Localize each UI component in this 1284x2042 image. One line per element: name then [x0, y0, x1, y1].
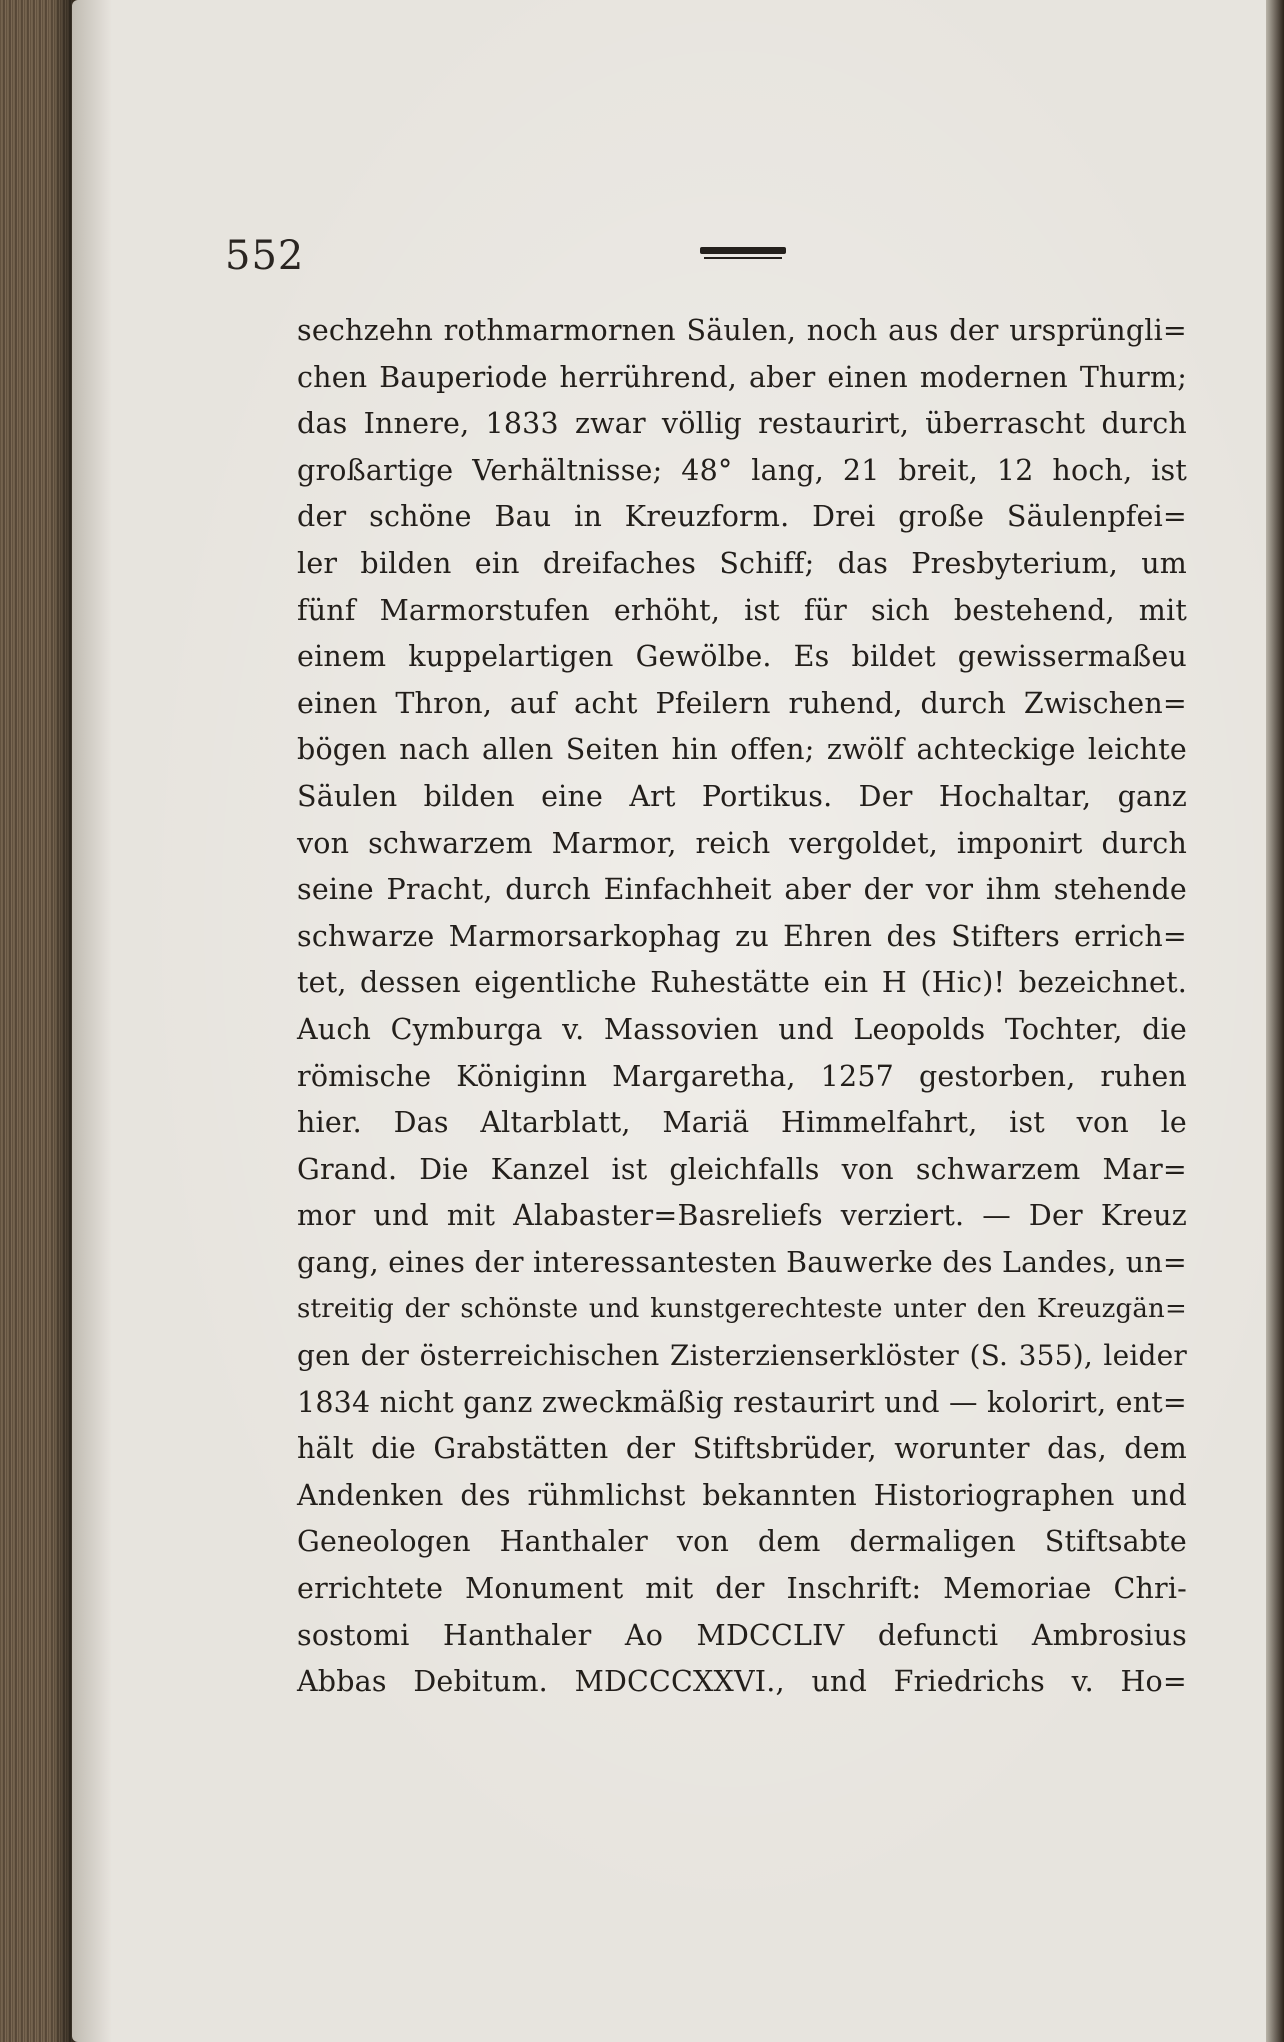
text-line: schwarze Marmorsarkophag zu Ehren des Stifters errich= [297, 919, 1187, 953]
header-rule-ornament [700, 247, 786, 261]
text-line: einem kuppelartigen Gewölbe. Es bildet gewissermaßeu [297, 640, 1187, 674]
text-line: mor und mit Alabaster=Basreliefs verziert. — Der Kreuz [297, 1199, 1187, 1233]
body-text [297, 308, 1187, 1706]
text-line: sechzehn rothmarmornen Säulen, noch aus der ursprüngli= [297, 314, 1187, 347]
text-line: von schwarzem Marmor, reich vergoldet, imponirt durch [297, 826, 1187, 860]
text-line: bögen nach allen Seiten hin offen; zwölf achteckige leichte [297, 733, 1187, 767]
text-line: einen Thron, auf acht Pfeilern ruhend, durch Zwischen= [297, 686, 1187, 720]
text-line: tet, dessen eigentliche Ruhestätte ein H (Hic)! bezeichnet. [297, 966, 1187, 1000]
text-line: hält die Grabstätten der Stiftsbrüder, worunter das, dem [297, 1432, 1187, 1466]
text-line: römische Königinn Margaretha, 1257 gestorben, ruhen [297, 1059, 1187, 1093]
text-line: chen Bauperiode herrührend, aber einen modernen Thurm; [297, 360, 1187, 394]
text-line: Grand. Die Kanzel ist gleichfalls von schwarzem Mar= [297, 1152, 1187, 1186]
text-line: Auch Cymburga v. Massovien und Leopolds Tochter, die [297, 1012, 1187, 1046]
page-number: 552 [225, 233, 305, 279]
text-line: sostomi Hanthaler Ao MDCCLIV defuncti Ambrosius [297, 1618, 1187, 1652]
text-line: Abbas Debitum. MDCCCXXVI., und Friedrichs v. Ho= [297, 1665, 1187, 1699]
text-line: seine Pracht, durch Einfachheit aber der vor ihm stehende [297, 873, 1187, 907]
text-line: Andenken des rühmlichst bekannten Historiographen und [297, 1478, 1187, 1512]
text-line: fünf Marmorstufen erhöht, ist für sich bestehend, mit [297, 593, 1187, 627]
header-rule-thin [704, 257, 782, 259]
text-line: großartige Verhältnisse; 48° lang, 21 breit, 12 hoch, ist [297, 453, 1187, 487]
text-line: 1834 nicht ganz zweckmäßig restaurirt und — kolorirt, ent= [297, 1385, 1187, 1419]
gutter-shadow [52, 0, 72, 2042]
text-line: gang, eines der interessantesten Bauwerke des Landes, un= [297, 1245, 1187, 1279]
text-line: Geneologen Hanthaler von dem dermaligen Stiftsabte [297, 1525, 1187, 1559]
text-line: gen der österreichischen Zisterzienserklöster (S. 355), leider [297, 1339, 1187, 1373]
text-line: Säulen bilden eine Art Portikus. Der Hochaltar, ganz [297, 779, 1187, 813]
right-page-edge [1266, 0, 1284, 2042]
text-line: errichtete Monument mit der Inschrift: Memoriae Chri- [297, 1572, 1187, 1606]
text-line: der schöne Bau in Kreuzform. Drei große Säulenpfei= [297, 500, 1187, 534]
text-line: hier. Das Altarblatt, Mariä Himmelfahrt, ist von le [297, 1106, 1187, 1140]
text-line: das Innere, 1833 zwar völlig restaurirt, überrascht durch [297, 407, 1187, 441]
header-rule-thick [700, 247, 786, 254]
text-line: streitig der schönste und kunstgerechteste unter den Kreuzgän= [297, 1294, 1187, 1325]
text-line: ler bilden ein dreifaches Schiff; das Presbyterium, um [297, 546, 1187, 580]
